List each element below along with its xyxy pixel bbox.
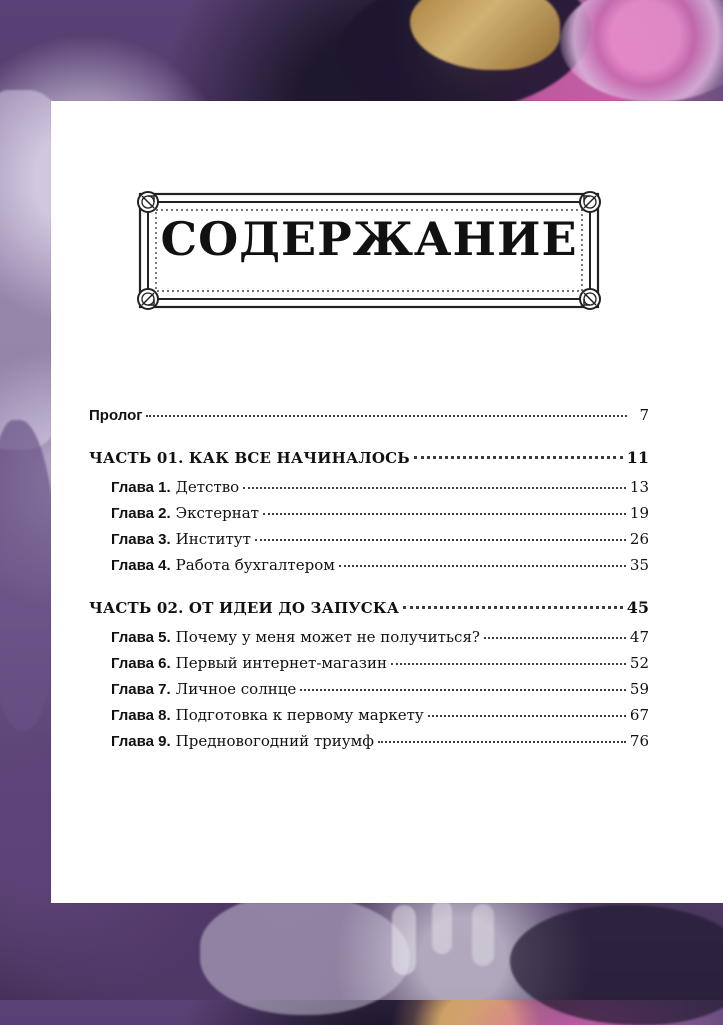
background-drip <box>392 905 416 975</box>
table-of-contents <box>89 406 649 758</box>
toc-leader-dots <box>300 689 626 691</box>
toc-chapter-row <box>89 732 649 758</box>
page-title: СОДЕРЖАНИЕ <box>160 212 578 266</box>
toc-chapter-label-wrap <box>111 654 387 672</box>
toc-prolog-row <box>89 406 649 432</box>
background-bottom-dark-blob <box>510 905 723 1025</box>
toc-chapter-label-wrap <box>111 530 251 548</box>
toc-chapter-row <box>89 556 649 582</box>
toc-chapter-row <box>89 654 649 680</box>
ornament-corner-icon <box>580 289 600 309</box>
toc-chapter-label-wrap <box>111 680 296 698</box>
toc-chapter-title: Почему у меня может не получиться? <box>175 628 480 646</box>
background-bottom-light-blob <box>200 895 410 1015</box>
toc-page-number: 7 <box>639 406 649 424</box>
toc-page-number: 11 <box>626 448 649 467</box>
toc-part-label-wrap <box>89 449 410 467</box>
toc-chapter-title: Предновогодний триумф <box>175 732 374 750</box>
toc-part-row <box>89 598 649 628</box>
toc-part-label-wrap <box>89 599 399 617</box>
toc-chapter-label-wrap <box>111 706 424 724</box>
toc-leader-dots <box>414 456 623 459</box>
toc-page-number: 67 <box>629 706 649 724</box>
toc-page-number: 35 <box>629 556 649 574</box>
toc-part-row <box>89 448 649 478</box>
toc-chapter-label-wrap <box>111 732 374 750</box>
toc-chapter-title: Подготовка к первому маркету <box>175 706 424 724</box>
toc-leader-dots <box>403 606 623 609</box>
toc-chapter-label-wrap <box>111 478 239 496</box>
background-drip <box>472 904 494 966</box>
toc-chapter-label-wrap <box>111 504 259 522</box>
toc-chapter-title: Детство <box>175 478 240 496</box>
toc-leader-dots <box>255 539 626 541</box>
toc-leader-dots <box>146 415 627 417</box>
toc-leader-dots <box>263 513 626 515</box>
toc-chapter-prefix: Глава 5. <box>111 629 171 646</box>
toc-part-label: ЧАСТЬ 02. ОТ ИДЕИ ДО ЗАПУСКА <box>89 599 400 617</box>
toc-page-number: 52 <box>629 654 649 672</box>
toc-chapter-row <box>89 628 649 654</box>
toc-chapter-row <box>89 706 649 732</box>
toc-chapter-row <box>89 530 649 556</box>
toc-chapter-prefix: Глава 1. <box>111 479 171 496</box>
toc-chapter-title: Первый интернет-магазин <box>175 654 387 672</box>
contents-page <box>51 101 723 903</box>
toc-leader-dots <box>484 637 626 639</box>
ornament-corner-icon <box>138 289 158 309</box>
ornament-corner-icon <box>580 192 600 212</box>
toc-page-number: 13 <box>629 478 649 496</box>
toc-leader-dots <box>378 741 626 743</box>
toc-chapter-row <box>89 478 649 504</box>
background-pink-blob <box>560 0 723 102</box>
toc-prolog-label-wrap <box>89 407 142 424</box>
toc-chapter-prefix: Глава 4. <box>111 557 171 574</box>
toc-chapter-label-wrap <box>111 628 480 646</box>
toc-chapter-title: Экстернат <box>175 504 259 522</box>
toc-chapter-prefix: Глава 8. <box>111 707 171 724</box>
toc-chapter-row <box>89 504 649 530</box>
toc-chapter-prefix: Глава 2. <box>111 505 171 522</box>
toc-page-number: 19 <box>629 504 649 522</box>
toc-chapter-title: Институт <box>175 530 251 548</box>
toc-chapter-title: Работа бухгалтером <box>175 556 335 574</box>
toc-part-label: ЧАСТЬ 01. КАК ВСЕ НАЧИНАЛОСЬ <box>89 449 410 467</box>
toc-leader-dots <box>391 663 626 665</box>
toc-page-number: 59 <box>629 680 649 698</box>
toc-chapter-label-wrap <box>111 556 335 574</box>
background-purple-blob <box>0 420 58 730</box>
toc-leader-dots <box>339 565 626 567</box>
toc-chapter-row <box>89 680 649 706</box>
toc-leader-dots <box>428 715 626 717</box>
toc-page-number: 45 <box>626 598 649 617</box>
toc-chapter-prefix: Глава 9. <box>111 733 171 750</box>
toc-chapter-prefix: Глава 3. <box>111 531 171 548</box>
toc-chapter-title: Личное солнце <box>175 680 297 698</box>
toc-leader-dots <box>243 487 626 489</box>
background-drip <box>432 900 452 954</box>
toc-chapter-prefix: Глава 7. <box>111 681 171 698</box>
ornament-corner-icon <box>138 192 158 212</box>
title-frame <box>134 188 604 313</box>
toc-page-number: 76 <box>629 732 649 750</box>
toc-chapter-prefix: Глава 6. <box>111 655 171 672</box>
toc-page-number: 26 <box>629 530 649 548</box>
toc-page-number: 47 <box>629 628 649 646</box>
toc-prolog-label: Пролог <box>89 407 143 424</box>
